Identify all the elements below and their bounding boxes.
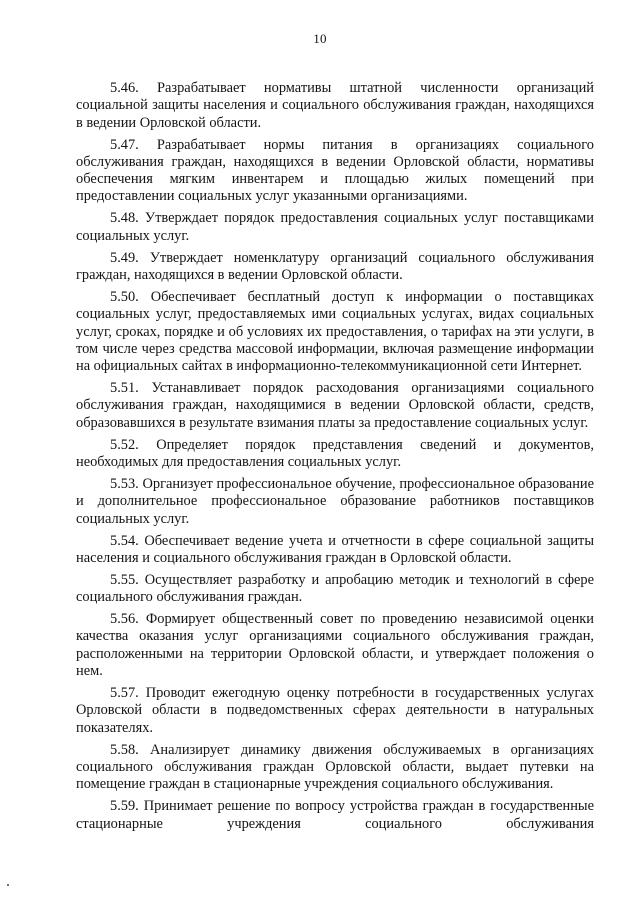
paragraph-5-55: 5.55. Осуществляет разработку и апробацию методик и технологий в сфере социального обслуживания граждан. — [76, 571, 594, 606]
paragraph-5-52: 5.52. Определяет порядок представления сведений и документов, необходимых для предоставления социальных услуг. — [76, 436, 594, 471]
paragraph-5-57: 5.57. Проводит ежегодную оценку потребности в государственных услугах Орловской области в подведомственных сферах деятельности в натуральных показателях. — [76, 685, 594, 736]
paragraph-5-51: 5.51. Устанавливает порядок расходования организациями социального обслуживания граждан, находящимися в ведении Орловской области, средств, образовавшихся в результате взимания платы за предоставление социальных услуг. — [76, 380, 594, 431]
paragraph-5-47: 5.47. Разрабатывает нормы питания в организациях социального обслуживания граждан, находящихся в ведении Орловской области, нормативы обеспечения мягким инвентарем и площадью жилых помещений при предоставлении социальных услуг указанными организациями. — [76, 136, 594, 205]
paragraph-5-56: 5.56. Формирует общественный совет по проведению независимой оценки качества оказания услуг организациями социального обслуживания граждан, расположенными на территории Орловской области, и утверждает положения о нем. — [76, 611, 594, 680]
paragraph-5-59: 5.59. Принимает решение по вопросу устройства граждан в государственные стационарные учреждения социального обслуживания — [76, 798, 594, 832]
paragraph-5-54: 5.54. Обеспечивает ведение учета и отчетности в сфере социальной защиты населения и социального обслуживания граждан в Орловской области. — [76, 532, 594, 566]
paragraph-5-50: 5.50. Обеспечивает бесплатный доступ к информации о поставщиках социальных услуг, предоставляемых ими социальных услугах, видах социальных услуг, сроках, порядке и об условиях их предоставления, о тарифах на эти услуги, в том числе через средства массовой информации, включая размещение информации на официальных сайтах в информационно-телекоммуникационной сети Интернет. — [76, 289, 594, 375]
scan-speck — [7, 884, 9, 886]
paragraph-5-48: 5.48. Утверждает порядок предоставления социальных услуг поставщиками социальных услуг. — [76, 210, 594, 244]
paragraph-5-58: 5.58. Анализирует динамику движения обслуживаемых в организациях социального обслуживания граждан Орловской области, выдает путевки на помещение граждан в стационарные учреждения социального обслуживания. — [76, 741, 594, 793]
paragraph-5-49: 5.49. Утверждает номенклатуру организаций социального обслуживания граждан, находящихся в ведении Орловской области. — [76, 249, 594, 284]
page-number: 10 — [313, 31, 327, 46]
paragraph-5-46: 5.46. Разрабатывает нормативы штатной численности организаций социальной защиты населения и социального обслуживания граждан, находящихся в ведении Орловской области. — [76, 80, 594, 131]
document-body — [76, 80, 594, 833]
paragraph-5-53: 5.53. Организует профессиональное обучение, профессиональное образование и дополнительное профессиональное образование работников поставщиков социальных услуг. — [76, 476, 594, 527]
